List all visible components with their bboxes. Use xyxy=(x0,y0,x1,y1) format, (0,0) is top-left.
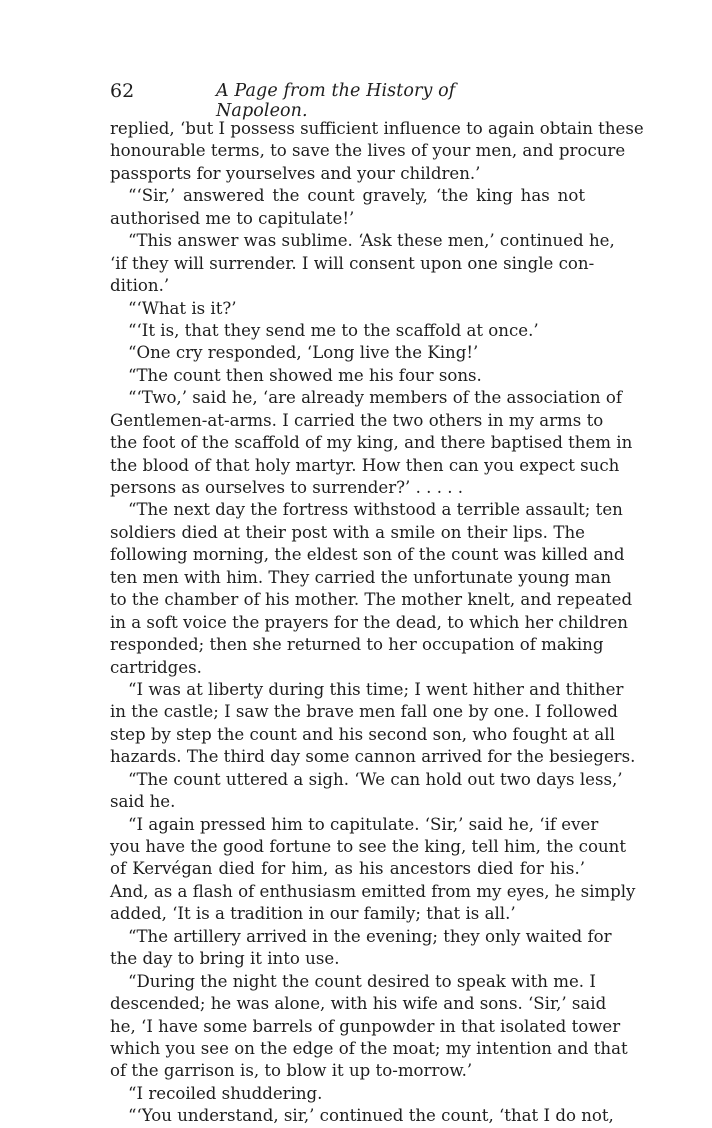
text-line: Gentlemen-at-arms. I carried the two others in my arms to xyxy=(110,410,604,430)
text-line: persons as ourselves to surrender?’ . . . . . xyxy=(110,478,464,497)
text-line: “‘Sir,’ answered the count gravely, ‘the king has not xyxy=(128,186,585,206)
text-line: “‘What is it?’ xyxy=(128,298,237,318)
text-line: “The artillery arrived in the evening; they only waited for xyxy=(128,926,612,946)
text-line: step by step the count and his second son, who fought at all xyxy=(110,724,615,744)
text-line: the foot of the scaffold of my king, and there baptised them in xyxy=(110,433,633,453)
text-line: And, as a flash of enthusiasm emitted from my eyes, he simply xyxy=(110,881,636,901)
text-line: “This answer was sublime. ‘Ask these men,’ continued he, xyxy=(128,231,615,251)
text-line: “I recoiled shuddering. xyxy=(128,1083,323,1103)
text-line: you have the good fortune to see the king, tell him, the count xyxy=(110,837,626,856)
text-line: “‘It is, that they send me to the scaffold at once.’ xyxy=(128,320,539,340)
text-line: of Kervégan died for him, as his ancestors died for his.’ xyxy=(110,859,585,879)
page-number: 62 xyxy=(110,80,135,102)
text-line: “I again pressed him to capitulate. ‘Sir,’ said he, ‘if ever xyxy=(128,814,599,834)
text-line: “I was at liberty during this time; I went hither and thither xyxy=(128,679,624,699)
text-line: soldiers died at their post with a smile on their lips. The xyxy=(110,522,585,542)
text-line: passports for yourselves and your children.’ xyxy=(110,163,481,183)
text-line: hazards. The third day some cannon arrived for the besiegers. xyxy=(110,747,636,767)
text-line: “The count uttered a sigh. ‘We can hold out two days less,’ xyxy=(128,769,623,789)
text-line: honourable terms, to save the lives of your men, and procure xyxy=(110,141,626,161)
text-line: “During the night the count desired to speak with me. I xyxy=(128,971,596,991)
running-title: A Page from the History of Napoleon. xyxy=(216,81,456,121)
running-header xyxy=(110,80,530,121)
text-line: “The next day the fortress withstood a terrible assault; ten xyxy=(128,500,623,520)
text-line: authorised me to capitulate!’ xyxy=(110,208,355,228)
text-line: he, ‘I have some barrels of gunpowder in that isolated tower xyxy=(110,1016,621,1036)
body-text xyxy=(110,118,644,1128)
text-line: descended; he was alone, with his wife and sons. ‘Sir,’ said xyxy=(110,994,607,1014)
text-line: responded; then she returned to her occupation of making xyxy=(110,635,604,655)
text-line: which you see on the edge of the moat; my intention and that xyxy=(110,1038,628,1058)
text-line: said he. xyxy=(110,792,176,812)
text-line: ten men with him. They carried the unfortunate young man xyxy=(110,567,612,587)
text-line: “‘You understand, sir,’ continued the count, ‘that I do not, xyxy=(128,1106,614,1126)
text-line: “The count then showed me his four sons. xyxy=(128,365,482,385)
text-line: dition.’ xyxy=(110,276,170,296)
text-line: to the chamber of his mother. The mother knelt, and repeated xyxy=(110,590,633,610)
text-line: ‘if they will surrender. I will consent upon one single con- xyxy=(110,253,595,273)
text-line: cartridges. xyxy=(110,657,202,677)
text-line: replied, ‘but I possess sufficient influence to again obtain these xyxy=(110,119,644,138)
text-line: of the garrison is, to blow it up to-morrow.’ xyxy=(110,1061,473,1081)
text-line: in a soft voice the prayers for the dead, to which her children xyxy=(110,612,628,632)
text-line: added, ‘It is a tradition in our family; that is all.’ xyxy=(110,904,516,924)
text-line: “‘Two,’ said he, ‘are already members of the association of xyxy=(128,388,623,408)
text-line: the blood of that holy martyr. How then can you expect such xyxy=(110,455,620,475)
text-line: the day to bring it into use. xyxy=(110,949,340,969)
text-line: in the castle; I saw the brave men fall one by one. I followed xyxy=(110,702,618,722)
text-line: “One cry responded, ‘Long live the King!’ xyxy=(128,343,479,363)
text-line: following morning, the eldest son of the count was killed and xyxy=(110,545,625,565)
